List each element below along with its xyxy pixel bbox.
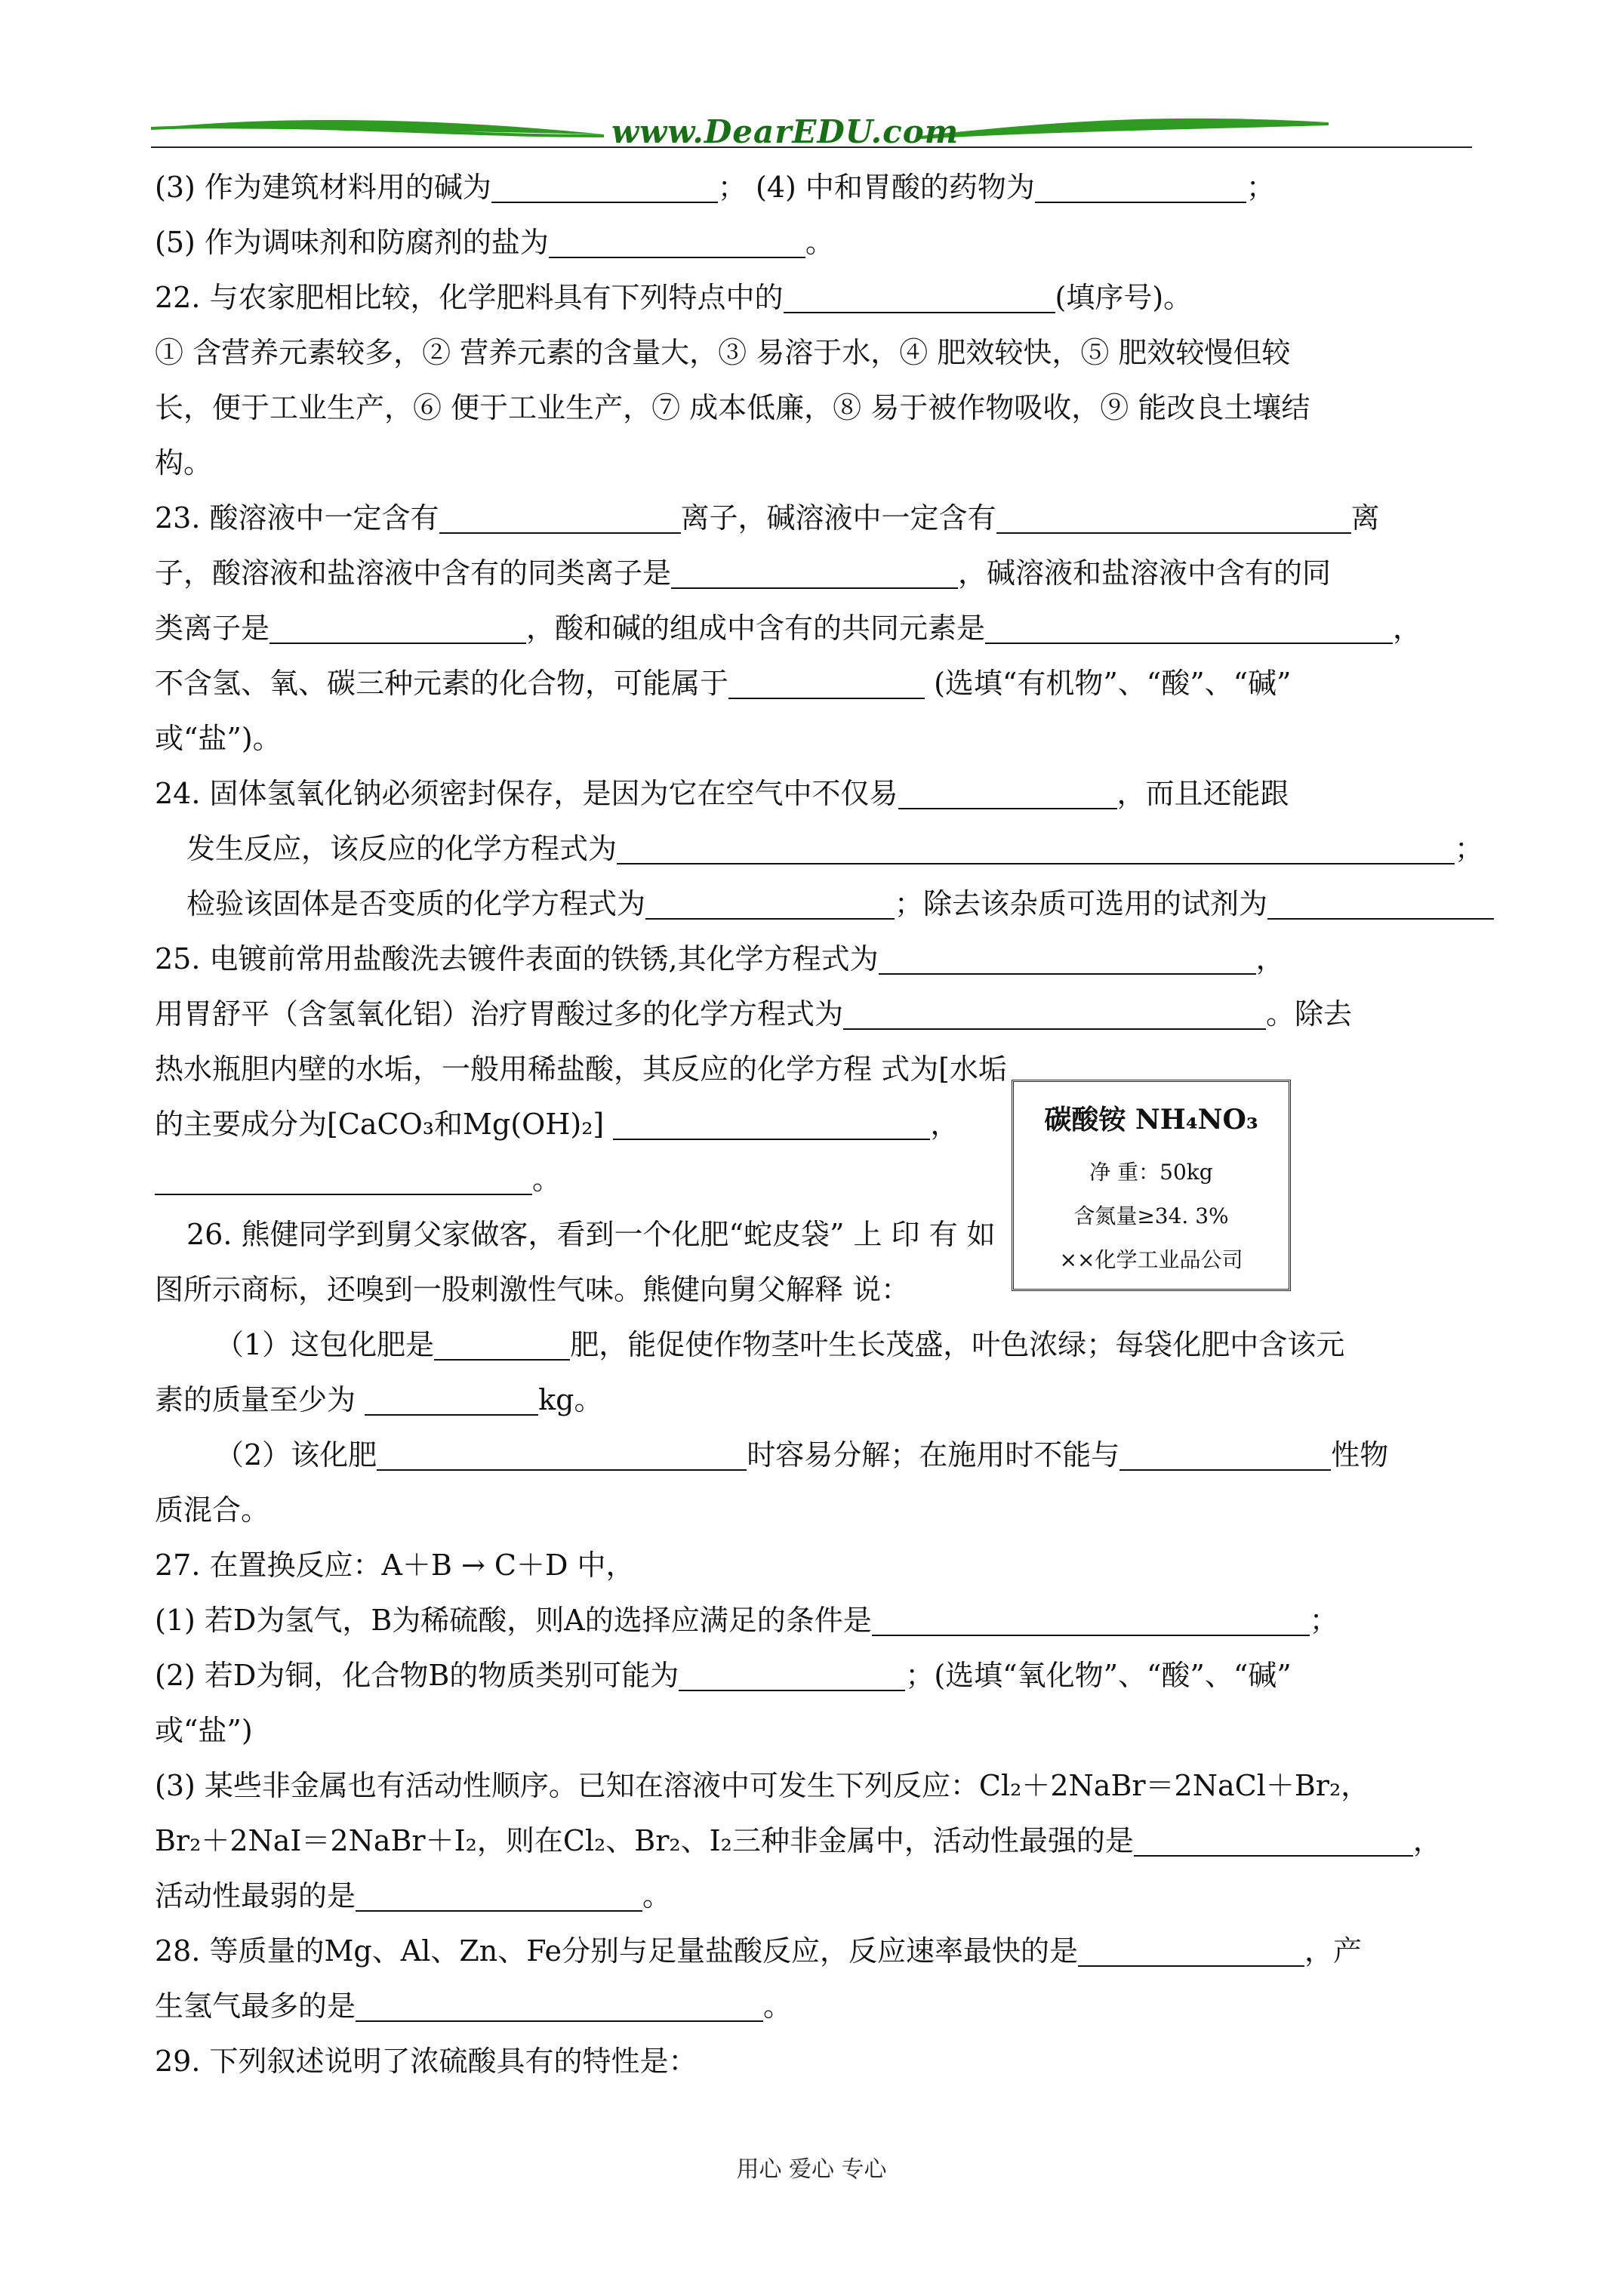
line-text: 热水瓶胆内壁的水垢，一般用稀盐酸，其反应的化学方程 式为[水垢 [155,1052,1007,1086]
line-text: 长，便于工业生产，⑥ 便于工业生产，⑦ 成本低廉，⑧ 易于被作物吸收，⑨ 能改良土壤结 [155,391,1310,424]
line-text: ① 含营养元素较多，② 营养元素的含量大，③ 易溶于水，④ 肥效较快，⑤ 肥效较慢但较 [155,336,1291,369]
line-text: 离子，碱溶液中一定含有 [680,501,996,535]
header-rule [151,146,1472,148]
line-text: 24. 固体氢氧化钠必须密封保存，是因为它在空气中不仅易 [155,777,898,810]
answer-blank[interactable] [728,664,925,699]
line-text: 构。 [155,446,213,479]
answer-blank[interactable] [439,499,681,534]
line-text: ，而且还能跟 [1116,777,1289,810]
text-line [155,1428,1529,1483]
line-text: 不含氢、氧、碳三种元素的化合物，可能属于 [155,667,729,700]
text-line [155,1593,1529,1648]
text-line [155,1262,1529,1318]
text-line [155,1097,1529,1152]
document-body [155,160,1529,2089]
line-text: 离 [1350,501,1380,535]
text-line [155,325,1529,381]
line-text: 用胃舒平（含氢氧化铝）治疗胃酸过多的化学方程式为 [155,997,844,1031]
answer-blank[interactable] [549,223,805,258]
text-line [155,1758,1529,1814]
line-text: 时容易分解；在施用时不能与 [747,1438,1120,1472]
text-line [155,987,1529,1042]
line-text: (选填“有机物”、“酸”、“碱” [925,667,1292,700]
line-text: Br₂＋2NaI＝2NaBr＋I₂，则在Cl₂、Br₂、I₂三种非金属中，活动性最强的是 [155,1824,1134,1857]
label-company: ××化学工业品公司 [1059,1247,1243,1272]
text-line [155,821,1529,877]
line-text: 25. 电镀前常用盐酸洗去镀件表面的铁锈,其化学方程式为 [155,942,879,975]
line-text: 的主要成分为[CaCO₃和Mg(OH)₂] [155,1108,614,1141]
label-title: 碳酸铵 NH₄NO₃ [1044,1104,1258,1136]
text-line [155,1207,1529,1262]
answer-blank[interactable] [356,1877,642,1912]
text-line [155,381,1529,436]
line-text: 或“盐”) [155,1714,253,1747]
text-line [155,1483,1529,1538]
line-text: ， [930,1108,959,1141]
site-brand: www.DearEDU.com [611,113,959,150]
text-line [155,1152,1529,1207]
answer-blank[interactable] [679,1657,905,1691]
line-text: 或“盐”)。 [155,722,282,755]
line-text: 。 [763,1989,793,2023]
line-text: ，酸和碱的组成中含有的共同元素是 [526,612,986,645]
line-text: 。 [532,1163,562,1196]
text-line [155,766,1529,821]
page-footer: 用心 爱心 专心 [736,2156,887,2183]
line-text: 素的质量至少为 [155,1383,365,1416]
answer-blank[interactable] [784,279,1055,313]
line-text: ， [1412,1824,1442,1857]
line-text: 性物 [1331,1438,1389,1472]
line-text: （1）这包化肥是 [215,1328,435,1361]
text-line [155,1979,1529,2034]
line-text: 活动性最弱的是 [155,1879,356,1912]
text-line [155,491,1529,546]
line-text: kg。 [538,1383,603,1416]
text-line [155,1318,1529,1373]
text-line [155,1373,1529,1428]
text-line [155,1042,1529,1097]
text-line [155,932,1529,987]
line-text: (5) 作为调味剂和防腐剂的盐为 [155,226,549,259]
text-line [155,601,1529,656]
text-line [155,1924,1529,1979]
text-line [155,877,1529,932]
answer-blank[interactable] [269,609,526,644]
line-text: 发生反应，该反应的化学方程式为 [186,832,617,865]
line-text: ， [1255,942,1285,975]
line-text: 检验该固体是否变质的化学方程式为 [186,887,646,920]
answer-blank[interactable] [671,554,958,589]
answer-blank[interactable] [872,1601,1310,1636]
line-text: 质混合。 [155,1493,270,1527]
line-text: 23. 酸溶液中一定含有 [155,501,439,535]
answer-blank[interactable] [1078,1932,1304,1967]
line-text: 22. 与农家肥相比较，化学肥料具有下列特点中的 [155,281,784,314]
text-line [155,270,1529,325]
line-text: （2）该化肥 [215,1438,377,1472]
line-text: 29. 下列叙述说明了浓硫酸具有的特性是： [155,2045,698,2078]
line-text: ；除去该杂质可选用的试剂为 [895,887,1268,920]
answer-blank[interactable] [1267,885,1494,920]
answer-blank[interactable] [356,1987,763,2022]
line-text: ； [1246,171,1275,204]
answer-blank[interactable] [1035,168,1246,203]
line-text: (3) 作为建筑材料用的碱为 [155,171,491,204]
line-text: 。除去 [1266,997,1353,1031]
text-line [155,546,1529,601]
line-text: ， [1393,612,1422,645]
line-text: 。 [805,226,834,259]
label-net-weight: 净 重：50kg [1089,1160,1213,1185]
line-text: 图所示商标，还嗅到一股刺激性气味。熊健向舅父解释 说： [155,1273,910,1306]
page-header [151,106,1472,159]
answer-blank[interactable] [843,995,1266,1030]
text-line [155,1869,1529,1924]
answer-blank[interactable] [377,1436,747,1471]
line-text: (填序号)。 [1055,281,1193,314]
answer-blank[interactable] [617,830,1455,864]
answer-blank[interactable] [155,1160,532,1195]
line-text: ； (4) 中和胃酸的药物为 [717,171,1035,204]
text-line [155,1703,1529,1758]
line-text: ；(选填“氧化物”、“酸”、“碱” [905,1659,1292,1692]
answer-blank[interactable] [996,499,1351,534]
line-text: 类离子是 [155,612,270,645]
text-line [155,711,1529,766]
line-text: 26. 熊健同学到舅父家做客，看到一个化肥“蛇皮袋” 上 印 有 如 [186,1218,996,1251]
text-line [155,2034,1529,2089]
text-line [155,1648,1529,1703]
line-text: ，产 [1304,1934,1363,1968]
line-text: 生氢气最多的是 [155,1989,356,2023]
line-text: ，碱溶液和盐溶液中含有的同 [958,556,1332,590]
text-line [155,436,1529,491]
line-text: (3) 某些非金属也有活动性顺序。已知在溶液中可发生下列反应：Cl₂＋2NaBr＝2NaCl＋Br₂， [155,1769,1370,1802]
line-text: (1) 若D为氢气，B为稀硫酸，则A的选择应满足的条件是 [155,1604,872,1637]
line-text: 27. 在置换反应：A＋B → C＋D 中， [155,1549,635,1582]
text-line [155,1814,1529,1869]
text-line [155,215,1529,270]
answer-blank[interactable] [491,168,718,203]
line-text: ； [1309,1604,1338,1637]
answer-blank[interactable] [898,775,1117,809]
line-text: (2) 若D为铜，化合物B的物质类别可能为 [155,1659,679,1692]
answer-blank[interactable] [985,609,1393,644]
fertilizer-label [1012,1080,1291,1291]
text-line [155,1538,1529,1593]
answer-blank[interactable] [613,1105,930,1140]
line-text: ； [1455,832,1484,865]
answer-blank[interactable] [1134,1822,1413,1857]
line-text: 28. 等质量的Mg、Al、Zn、Fe分别与足量盐酸反应，反应速率最快的是 [155,1934,1078,1968]
answer-blank[interactable] [879,940,1256,975]
line-text: 肥，能促使作物茎叶生长茂盛，叶色浓绿；每袋化肥中含该元 [570,1328,1345,1361]
label-nitrogen: 含氮量≥34. 3% [1073,1203,1229,1228]
answer-blank[interactable] [365,1381,538,1416]
answer-blank[interactable] [434,1326,570,1361]
text-line [155,656,1529,711]
text-line [155,160,1529,215]
answer-blank[interactable] [645,885,895,920]
answer-blank[interactable] [1119,1436,1331,1471]
line-text: 。 [642,1879,672,1912]
line-text: 子，酸溶液和盐溶液中含有的同类离子是 [155,556,672,590]
